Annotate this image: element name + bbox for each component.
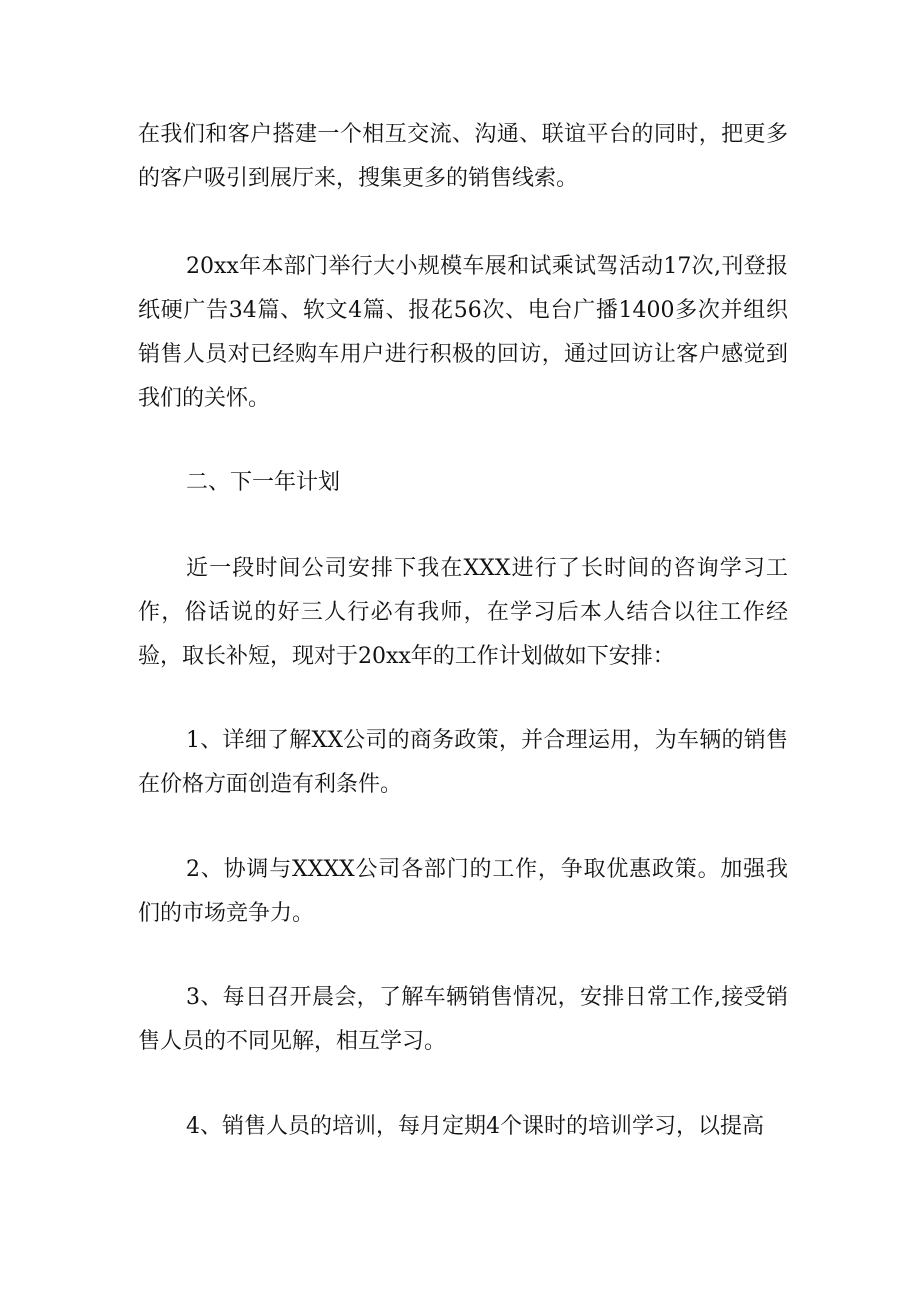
section-heading-next-year-plan: 二、下一年计划 <box>186 470 341 495</box>
list-item-4: 4、销售人员的培训，每月定期4个课时的培训学习，以提高 <box>186 1114 764 1139</box>
paragraph-plan-intro: 近一段时间公司安排下我在XXX进行了长时间的咨询学习工作，俗话说的好三人行必有我师，在学习后本人结合以往工作经验，取长补短，现对于20xx年的工作计划做如下安排： <box>138 556 788 669</box>
list-item-1: 1、详细了解XX公司的商务政策，并合理运用，为车辆的销售在价格方面创造有利条件。 <box>138 728 788 797</box>
paragraph-continuation: 在我们和客户搭建一个相互交流、沟通、联谊平台的同时，把更多的客户吸引到展厅来，搜集更多的销售线索。 <box>138 122 788 191</box>
paragraph-activities-summary: 20xx年本部门举行大小规模车展和试乘试驾活动17次,刊登报纸硬广告34篇、软文4篇、报花56次、电台广播1400多次并组织销售人员对已经购车用户进行积极的回访，通过回访让客户感觉到我们的关怀。 <box>138 254 788 411</box>
list-item-3: 3、每日召开晨会，了解车辆销售情况，安排日常工作,接受销售人员的不同见解，相互学习。 <box>138 985 788 1054</box>
list-item-2: 2、协调与XXXX公司各部门的工作，争取优惠政策。加强我们的市场竞争力。 <box>138 857 788 926</box>
